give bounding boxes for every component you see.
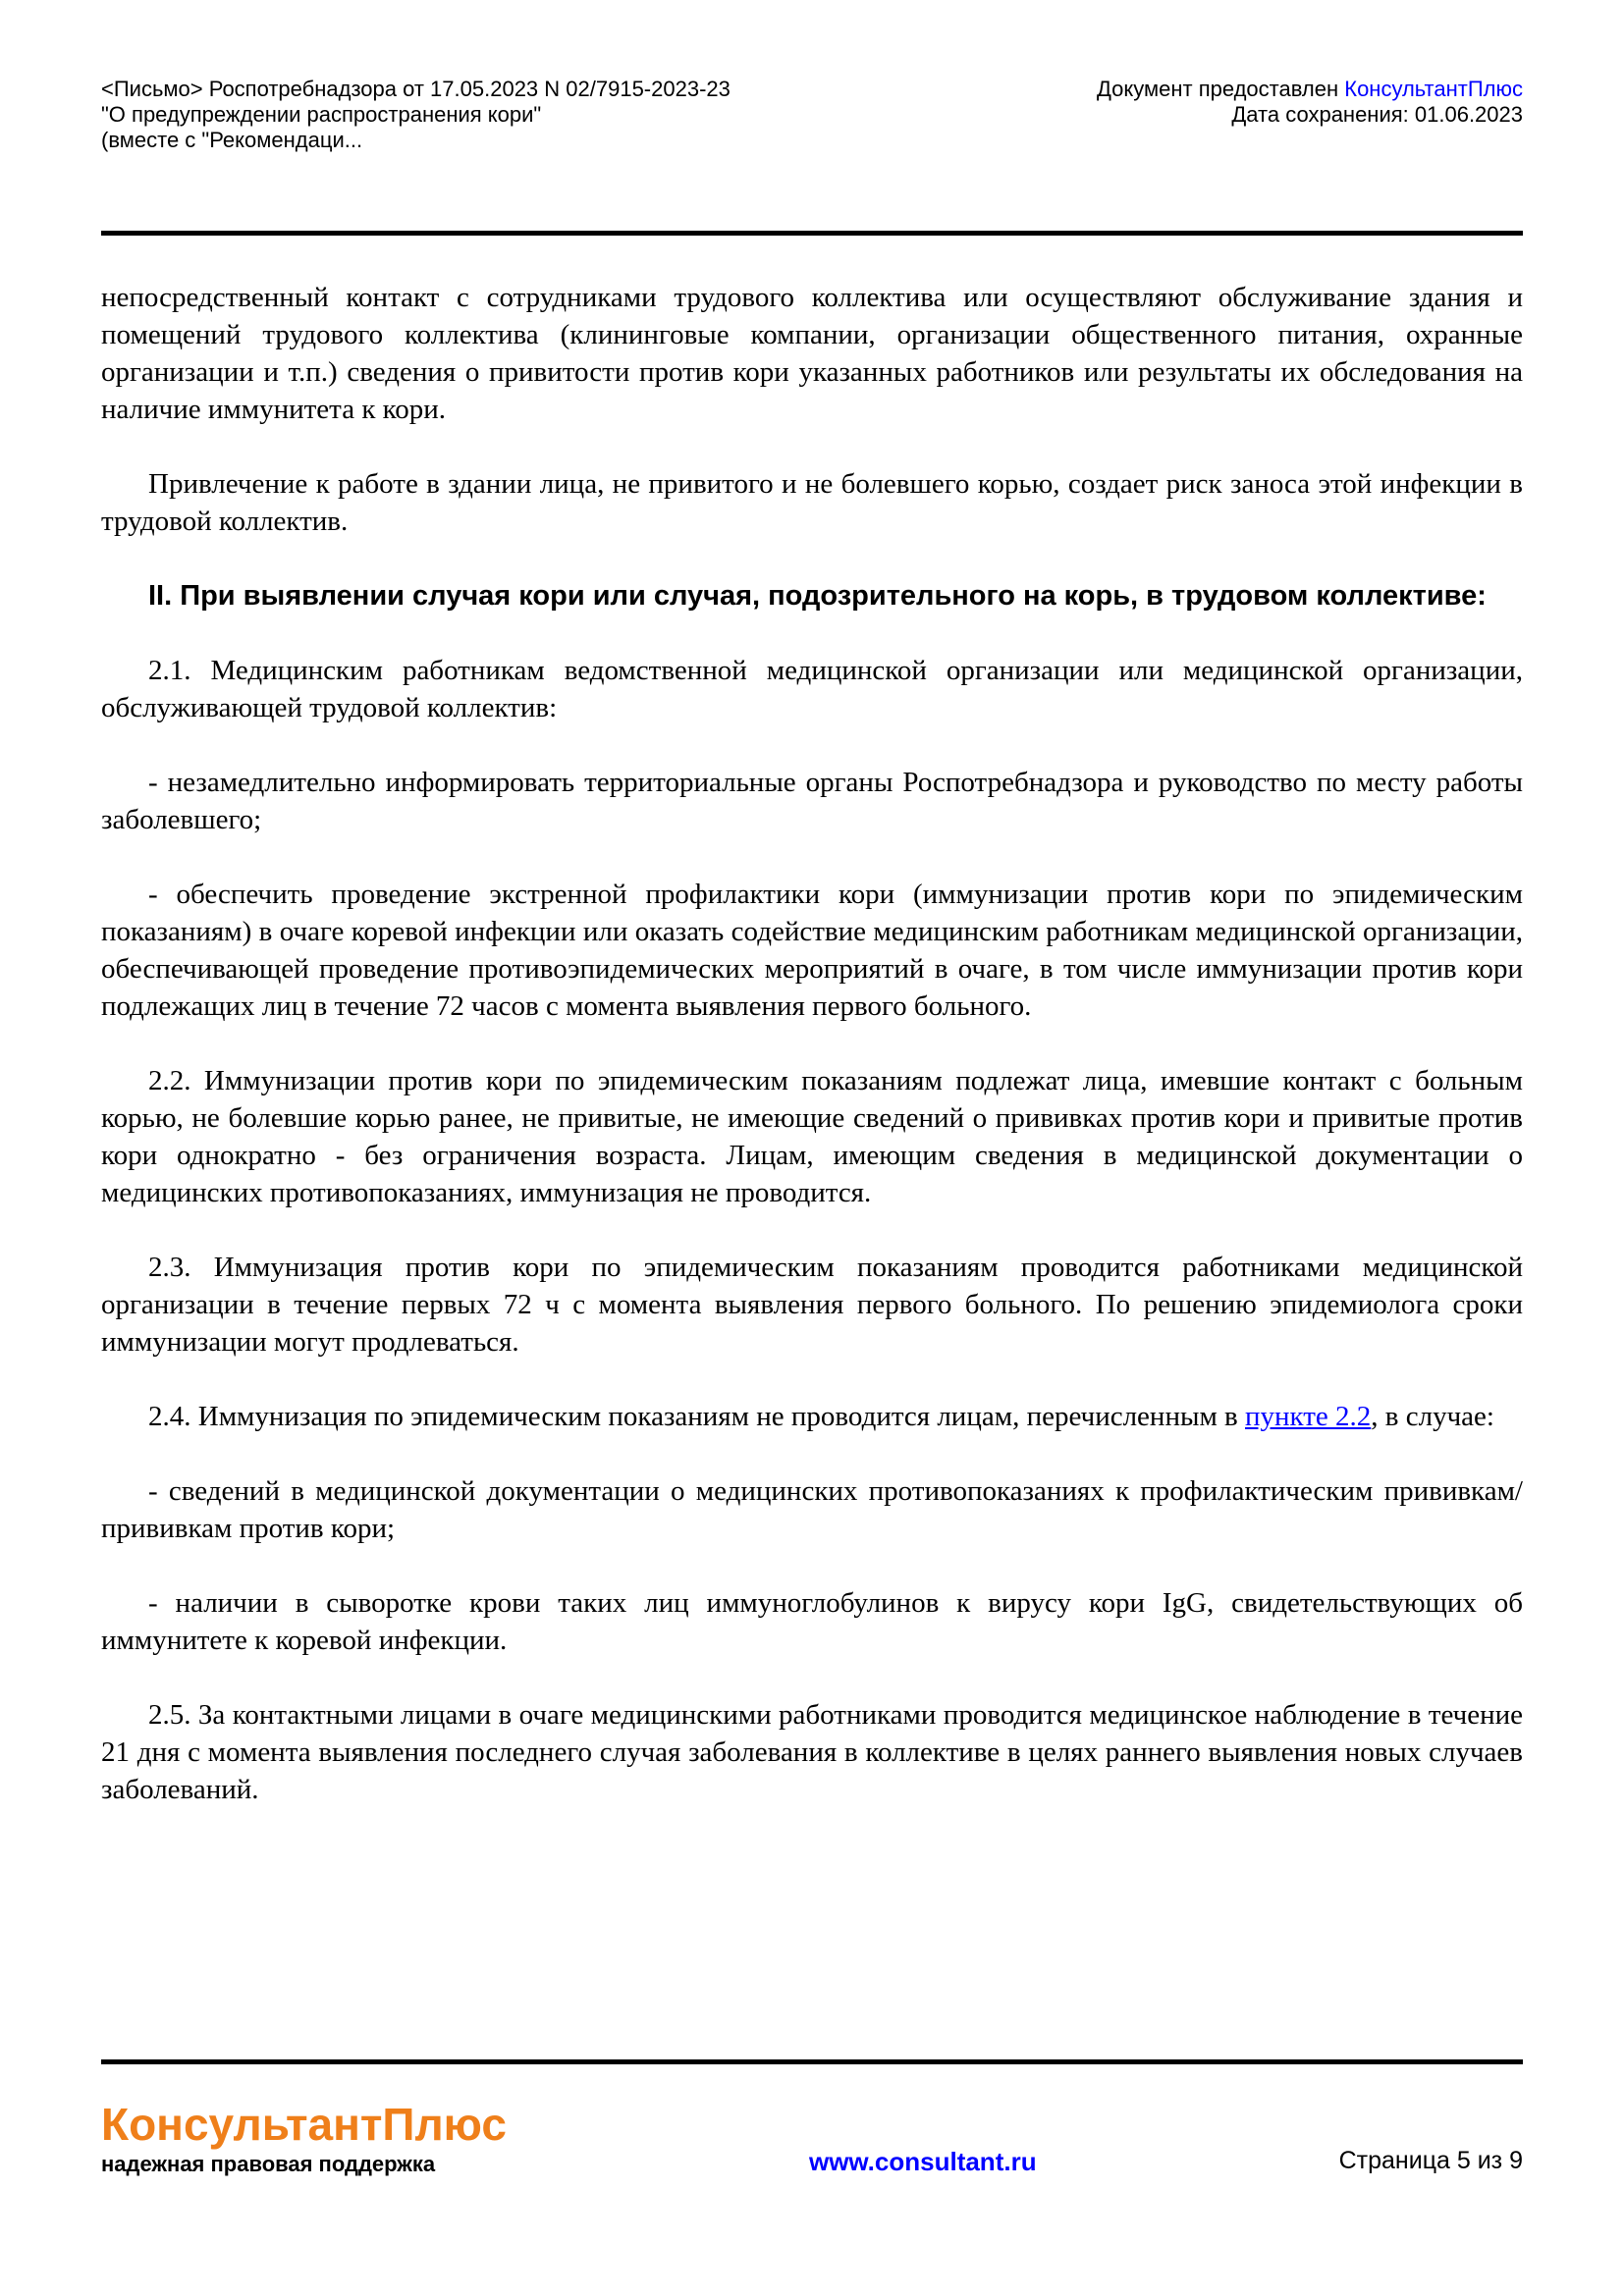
document-reference <box>101 77 731 153</box>
saved-date: Дата сохранения: 01.06.2023 <box>1231 102 1523 127</box>
provided-by-block <box>1097 77 1523 128</box>
paragraph-prophylaxis: - обеспечить проведение экстренной профилактики кори (иммунизации против кори по эпидемическим показаниям) в очаге коревой инфекции или оказать содействие медицинским работникам медицинской организации, обеспечивающей проведение противоэпидемических мероприятий в очаге, в том числе иммунизации против кори подлежащих лиц в течение 72 часов с момента выявления первого больного. <box>101 879 1523 1022</box>
site-link-wrap <box>507 2147 1339 2179</box>
paragraph-continuation: непосредственный контакт с сотрудниками трудового коллектива или осуществляют обслуживание здания и помещений трудового коллектива (клининговые компании, организации общественного питания, охранные организации и т.п.) сведения о привитости против кори указанных работников или результаты их обследования на наличие иммунитета к кори. <box>101 282 1523 425</box>
paragraph-2-4-pre: 2.4. Иммунизация по эпидемическим показаниям не проводится лицам, перечисленным в <box>148 1401 1245 1432</box>
provided-by-prefix: Документ предоставлен <box>1096 77 1345 101</box>
consultantplus-header-link[interactable]: КонсультантПлюс <box>1344 77 1523 101</box>
paragraph-contraindications: - сведений в медицинской документации о медицинских противопоказаниях к профилактическим прививкам/прививкам против кори; <box>101 1475 1523 1544</box>
point-2-2-link[interactable]: пункте 2.2 <box>1245 1401 1372 1432</box>
paragraph-inform: - незамедлительно информировать территориальные органы Роспотребнадзора и руководство по месту работы заболевшего; <box>101 767 1523 835</box>
paragraph-2-5: 2.5. За контактными лицами в очаге медицинскими работниками проводится медицинское наблюдение в течение 21 дня с момента выявления последнего случая заболевания в коллективе в целях раннего выявления новых случаев заболеваний. <box>101 1699 1523 1805</box>
consultantplus-logo-title: КонсультантПлюс <box>101 2099 507 2150</box>
section-heading: II. При выявлении случая кори или случая, подозрительного на корь, в трудовом коллективе: <box>148 580 1487 612</box>
consultantplus-logo <box>101 2099 507 2179</box>
paragraph-2-2: 2.2. Иммунизации против кори по эпидемическим показаниям подлежат лица, имевшие контакт с больным корью, не болевшие корью ранее, не привитые, не имеющие сведений о прививках против кори и привитые против кори однократно - без ограничения возраста. Лицам, имеющим сведения в медицинской документации о медицинских противопоказаниях, иммунизация не проводится. <box>101 1065 1523 1208</box>
page-indicator: Страница 5 из 9 <box>1338 2147 1523 2174</box>
paragraph-2-3: 2.3. Иммунизация против кори по эпидемическим показаниям проводится работниками медицинской организации в течение первых 72 ч с момента выявления первого больного. По решению эпидемиолога сроки иммунизации могут продлеваться. <box>101 1252 1523 1358</box>
paragraph-2-1: 2.1. Медицинским работникам ведомственной медицинской организации или медицинской организации, обслуживающей трудовой коллектив: <box>101 655 1523 723</box>
doc-ref-line-3: (вместе с "Рекомендаци... <box>101 128 363 152</box>
paragraph-risk: Привлечение к работе в здании лица, не привитого и не болевшего корью, создает риск заноса этой инфекции в трудовой коллектив. <box>101 468 1523 537</box>
page-footer <box>101 2099 1523 2179</box>
document-body <box>101 279 1523 1808</box>
paragraph-igg: - наличии в сыворотке крови таких лиц иммуноглобулинов к вирусу кори IgG, свидетельствующих об иммунитете к коревой инфекции. <box>101 1587 1523 1656</box>
provided-by-line <box>1097 77 1523 102</box>
bottom-divider <box>101 2059 1523 2064</box>
consultantplus-logo-tagline: надежная правовая поддержка <box>101 2152 436 2176</box>
page-header <box>101 0 1523 153</box>
paragraph-2-4 <box>101 1398 1523 1435</box>
doc-ref-line-1: <Письмо> Роспотребнадзора от 17.05.2023 N 02/7915-2023-23 <box>101 77 731 101</box>
doc-ref-line-2: "О предупреждении распространения кори" <box>101 102 542 127</box>
paragraph-2-4-post: , в случае: <box>1371 1401 1494 1432</box>
top-divider <box>101 231 1523 236</box>
consultant-site-link[interactable]: www.consultant.ru <box>808 2147 1037 2176</box>
